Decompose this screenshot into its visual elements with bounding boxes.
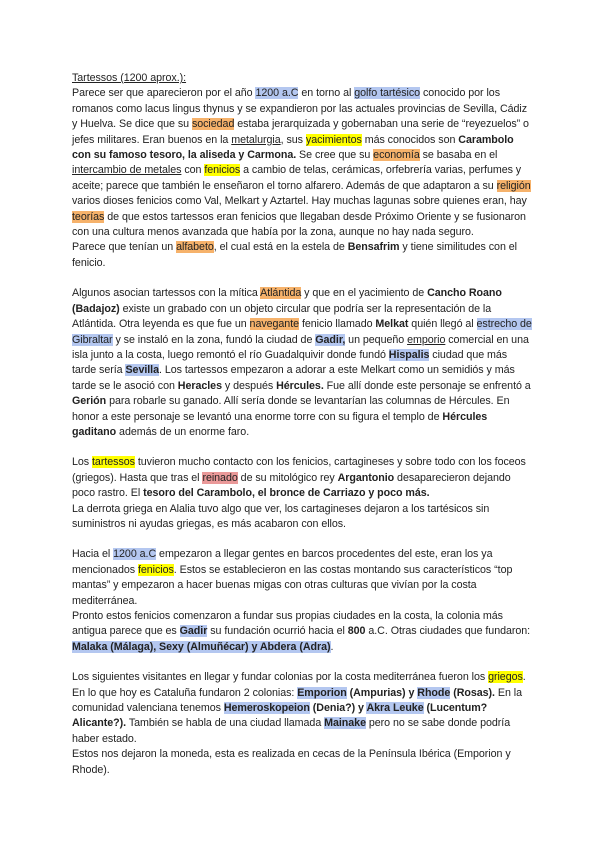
highlighted-term: reinado — [202, 471, 238, 484]
bold-term: Heracles — [177, 379, 222, 392]
highlighted-term: Akra Leuke — [366, 702, 424, 715]
document-title: Tartessos (1200 aprox.): — [72, 72, 187, 84]
text-run: varios dioses fenicios como Val, Melkart y Aztartel. Hay muchas lagunas sobre quienes eran, hay — [72, 195, 527, 208]
text-run: Parece que tenían un — [72, 241, 177, 254]
bold-term: Hércules gaditano — [72, 410, 488, 438]
bold-term: Hércules. — [276, 379, 324, 392]
text-run: quién llegó al — [408, 318, 477, 331]
bold-term: Argantonio — [337, 471, 395, 484]
text-run: además de un enorme faro. — [116, 425, 250, 438]
highlighted-term: griegos — [488, 671, 523, 684]
bold-term: (Ampurias) y — [346, 686, 418, 699]
text-run: más conocidos son — [361, 133, 459, 146]
highlighted-term: 1200 a.C — [113, 548, 157, 561]
text-run: desaparecieron dejando poco rastro. El — [72, 471, 511, 500]
text-run: de su mitológico rey — [237, 471, 338, 484]
bold-term: (Rosas). — [450, 686, 495, 699]
text-run: , sus — [280, 133, 306, 146]
text-run: a.C. Otras ciudades que fundaron: — [365, 625, 531, 638]
text-run: fenicio llamado — [299, 318, 376, 331]
text-run: y se instaló en la zona, fundó la ciudad de — [112, 333, 316, 346]
text-run: La derrota griega en Alalia tuvo algo que ver, los cartagineses dejaron a los tartésicos sin suministros ni ayudas griegas, es más acabaron con ellos. — [72, 502, 490, 530]
text-run: Estos nos dejaron la moneda, esta es realizada en cecas de la Península Ibérica (Emporion y Rhode). — [72, 748, 511, 776]
highlighted-term: navegante — [249, 318, 300, 331]
paragraph — [72, 286, 534, 440]
highlighted-term: teorías — [72, 210, 105, 223]
highlighted-term: tartessos — [92, 456, 135, 469]
underlined-term: intercambio de metales — [72, 164, 182, 177]
highlighted-term: Mainake — [324, 717, 366, 730]
highlighted-term: sociedad — [191, 118, 235, 131]
text-run: de que estos tartessos eran fenicios que llegaban desde Próximo Oriente y se fusionaron con una cultura menos avanzada que había por la zona, aunque no hay nada seguro. — [72, 210, 526, 239]
text-run: estaba jerarquizada y gobernaban una serie de “reyezuelos” o jefes militares. Eran buenos en la — [72, 118, 529, 146]
text-run: y tiene similitudes con el fenicio. — [72, 241, 517, 269]
text-run: ciudad que más tarde sería — [72, 348, 508, 377]
text-run: conocido por los romanos como lacus lingus thynus y se expandieron por las actuales provincias de Sevilla, Cádiz y Huelva. Se dice que su — [72, 87, 528, 131]
text-run: Hacia el — [72, 548, 114, 561]
text-run: También se habla de una ciudad llamada — [126, 717, 325, 730]
text-run: con — [181, 164, 205, 177]
text-run: tuvieron mucho contacto con los fenicios, cartagineses y sobre todo con los foceos (griegos). Hasta que tras el — [72, 456, 526, 484]
document-body — [72, 71, 534, 778]
paragraph — [72, 86, 534, 240]
text-run: Pronto estos fenicios comenzaron a fundar sus propias ciudades en la costa, la colonia más antigua parece que es — [72, 610, 503, 638]
text-run: empezaron a llegar gentes en barcos procedentes del este, eran los ya mencionados — [72, 548, 493, 576]
text-run: En la comunidad valenciana tenemos — [72, 686, 522, 715]
bold-term: Carambolo con su famoso tesoro, la aliseda y Carmona. — [72, 133, 514, 162]
paragraph-spacer — [72, 440, 534, 455]
highlighted-term: Malaka (Málaga), Sexy (Almuñécar) y Abdera (Adra) — [72, 640, 331, 653]
text-run: Fue allí donde este personaje se enfrentó a — [323, 379, 531, 392]
highlighted-term: Rhode — [417, 686, 451, 699]
text-run: su fundación ocurrió hacia el — [207, 625, 348, 638]
highlighted-term: Gadir, — [315, 333, 346, 346]
bold-term: Cancho Roano (Badajoz) — [72, 287, 502, 315]
underlined-term: metalurgia — [231, 133, 281, 146]
text-run: , el cual está en la estela de — [213, 241, 348, 254]
paragraph — [72, 240, 534, 271]
text-run: y después — [221, 379, 277, 392]
text-run: en torno al — [298, 87, 355, 100]
highlighted-term: Hemeroskopeion — [223, 702, 310, 715]
bold-term: Gerión — [72, 395, 107, 408]
paragraph — [72, 502, 534, 533]
text-run: Parece ser que aparecieron por el año — [72, 87, 256, 100]
text-run: Algunos asocian tartessos con la mítica — [72, 287, 261, 300]
bold-term: (Lucentum? Alicante?). — [72, 702, 488, 730]
text-run: existe un grabado con un objeto circular que podría ser la representación de la Atlántida. Otra leyenda es que fue un — [72, 302, 492, 331]
underlined-term: emporio — [407, 333, 446, 346]
paragraph — [72, 747, 534, 778]
highlighted-term: religión — [496, 179, 531, 192]
text-run: Los — [72, 456, 93, 469]
text-run: Los siguientes visitantes en llegar y fundar colonias por la costa mediterránea fueron los — [72, 671, 489, 684]
highlighted-term: fenicios — [137, 563, 174, 576]
paragraph — [72, 609, 534, 655]
highlighted-term: golfo tartésico — [354, 87, 421, 100]
text-run: se basaba en el — [419, 149, 498, 162]
text-run: a cambio de telas, cerámicas, orfebrería varias, perfumes y aceite; parece que también le enseñaron el torno alfarero. Además de que adaptaron a su — [72, 164, 522, 192]
paragraph-spacer — [72, 655, 534, 670]
highlighted-term: yacimientos — [305, 133, 362, 146]
highlighted-term: economía — [373, 149, 420, 162]
paragraph — [72, 455, 534, 501]
text-run: un pequeño — [345, 333, 408, 346]
text-run: y que en el yacimiento de — [301, 287, 428, 300]
text-run: . En lo que hoy es Cataluña fundaron 2 colonias: — [72, 671, 526, 699]
paragraph — [72, 547, 534, 609]
text-run: comercial en una isla junto a la costa, luego remontó el río Guadalquivir donde fundó — [72, 333, 529, 361]
highlighted-term: Emporion — [297, 686, 347, 699]
paragraph-spacer — [72, 532, 534, 547]
highlighted-term: estrecho de Gibraltar — [72, 318, 532, 346]
highlighted-term: Hispalis — [388, 348, 430, 361]
text-run: . Los tartessos empezaron a adorar a este Melkart como un semidiós y más tarde se le asoció con — [72, 364, 515, 392]
text-run: . Estos se establecieron en las costas montando sus característicos “top mantas” y empezaron a hacer buenas migas con otras culturas que vivían por la costa mediterránea. — [72, 563, 513, 607]
text-run: para robarle su ganado. Allí sería donde se levantarían las columnas de Hércules. En honor a este personaje se levantó una enorme torre con su figura el templo de — [72, 395, 510, 423]
highlighted-term: alfabeto — [176, 241, 214, 254]
highlighted-term: Atlántida — [260, 287, 302, 300]
bold-term: Bensafrim — [347, 241, 400, 254]
text-run: pero no se sabe donde podría haber estado. — [72, 717, 511, 745]
bold-term: Melkat — [375, 318, 409, 331]
highlighted-term: fenicios — [204, 164, 241, 177]
text-run: . — [330, 640, 334, 653]
highlighted-term: 1200 a.C — [255, 87, 299, 100]
bold-term: 800 — [347, 625, 366, 638]
highlighted-term: Gadir — [179, 625, 208, 638]
paragraph — [72, 670, 534, 747]
bold-term: (Denia?) y — [309, 702, 367, 715]
highlighted-term: Sevilla — [125, 364, 159, 377]
paragraph-spacer — [72, 271, 534, 286]
text-run: Se cree que su — [296, 149, 374, 162]
bold-term: tesoro del Carambolo, el bronce de Carriazo y poco más. — [143, 487, 430, 500]
